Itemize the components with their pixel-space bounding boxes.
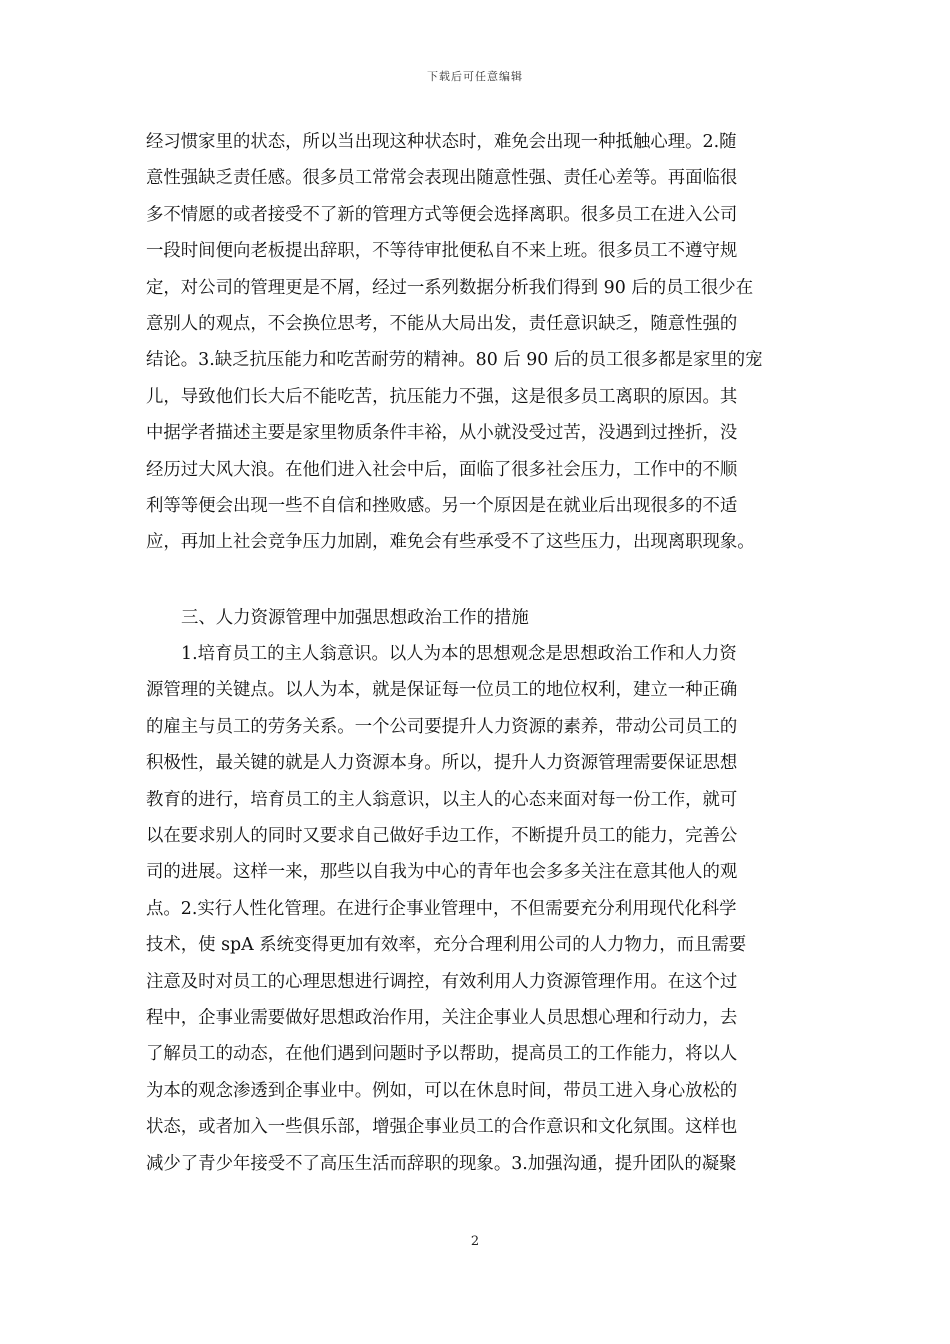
paragraph-2 bbox=[146, 636, 810, 1182]
text-line: 注意及时对员工的心理思想进行调控，有效利用人力资源管理作用。在这个过 bbox=[146, 971, 738, 992]
text-line: 1.培育员工的主人翁意识。以人为本的思想观念是思想政治工作和人力资 bbox=[181, 644, 737, 665]
text-line: 意别人的观点，不会换位思考，不能从大局出发，责任意识缺乏，随意性强的 bbox=[146, 313, 738, 334]
text-line: 点。2.实行人性化管理。在进行企事业管理中，不但需要充分利用现代化科学 bbox=[146, 898, 737, 919]
text-line: 利等等便会出现一些不自信和挫败感。另一个原因是在就业后出现很多的不适 bbox=[146, 495, 738, 516]
text-line: 应，再加上社会竞争压力加剧，难免会有些承受不了这些压力，出现离职现象。 bbox=[146, 532, 755, 553]
text-line: 儿，导致他们长大后不能吃苦，抗压能力不强，这是很多员工离职的原因。其 bbox=[146, 386, 738, 407]
text-line: 的雇主与员工的劳务关系。一个公司要提升人力资源的素养，带动公司员工的 bbox=[146, 716, 738, 737]
text-line: 了解员工的动态，在他们遇到问题时予以帮助，提高员工的工作能力，将以人 bbox=[146, 1044, 738, 1065]
text-line: 积极性，最关键的就是人力资源本身。所以，提升人力资源管理需要保证思想 bbox=[146, 753, 738, 774]
text-line: 以在要求别人的同时又要求自己做好手边工作，不断提升员工的能力，完善公 bbox=[146, 826, 738, 847]
text-line: 为本的观念渗透到企事业中。例如，可以在休息时间，带员工进入身心放松的 bbox=[146, 1080, 738, 1101]
text-line: 技术，使 spA 系统变得更加有效率，充分合理利用公司的人力物力，而且需要 bbox=[146, 935, 747, 956]
document-body bbox=[146, 124, 810, 1182]
section-heading: 三、人力资源管理中加强思想政治工作的措施 bbox=[181, 607, 529, 628]
text-line: 一段时间便向老板提出辞职，不等待审批便私自不来上班。很多员工不遵守规 bbox=[146, 241, 738, 262]
paragraph-1 bbox=[146, 124, 810, 561]
page-header: 下载后可任意编辑 bbox=[427, 70, 523, 83]
text-line: 经习惯家里的状态，所以当出现这种状态时，难免会出现一种抵触心理。2.随 bbox=[146, 132, 737, 152]
paragraph-spacer bbox=[146, 561, 810, 600]
text-line: 减少了青少年接受不了高压生活而辞职的现象。3.加强沟通，提升团队的凝聚 bbox=[146, 1153, 737, 1174]
text-line: 中据学者描述主要是家里物质条件丰裕，从小就没受过苦，没遇到过挫折，没 bbox=[146, 423, 738, 444]
page-number: 2 bbox=[470, 1234, 480, 1249]
text-line: 教育的进行，培育员工的主人翁意识，以主人的心态来面对每一份工作，就可 bbox=[146, 789, 738, 810]
text-line: 结论。3.缺乏抗压能力和吃苦耐劳的精神。80 后 90 后的员工很多都是家里的宠 bbox=[146, 350, 763, 371]
text-line: 状态，或者加入一些俱乐部，增强企事业员工的合作意识和文化氛围。这样也 bbox=[146, 1117, 738, 1138]
text-line: 意性强缺乏责任感。很多员工常常会表现出随意性强、责任心差等。再面临很 bbox=[146, 168, 738, 189]
text-line: 定，对公司的管理更是不屑，经过一系列数据分析我们得到 90 后的员工很少在 bbox=[146, 277, 754, 298]
text-line: 经历过大风大浪。在他们进入社会中后，面临了很多社会压力，工作中的不顺 bbox=[146, 459, 738, 480]
text-line: 多不情愿的或者接受不了新的管理方式等便会选择离职。很多员工在进入公司 bbox=[146, 204, 738, 225]
text-line: 源管理的关键点。以人为本，就是保证每一位员工的地位权利，建立一种正确 bbox=[146, 680, 738, 701]
text-line: 程中，企事业需要做好思想政治作用，关注企事业人员思想心理和行动力，去 bbox=[146, 1007, 738, 1028]
text-line: 司的进展。这样一来，那些以自我为中心的青年也会多多关注在意其他人的观 bbox=[146, 862, 738, 883]
